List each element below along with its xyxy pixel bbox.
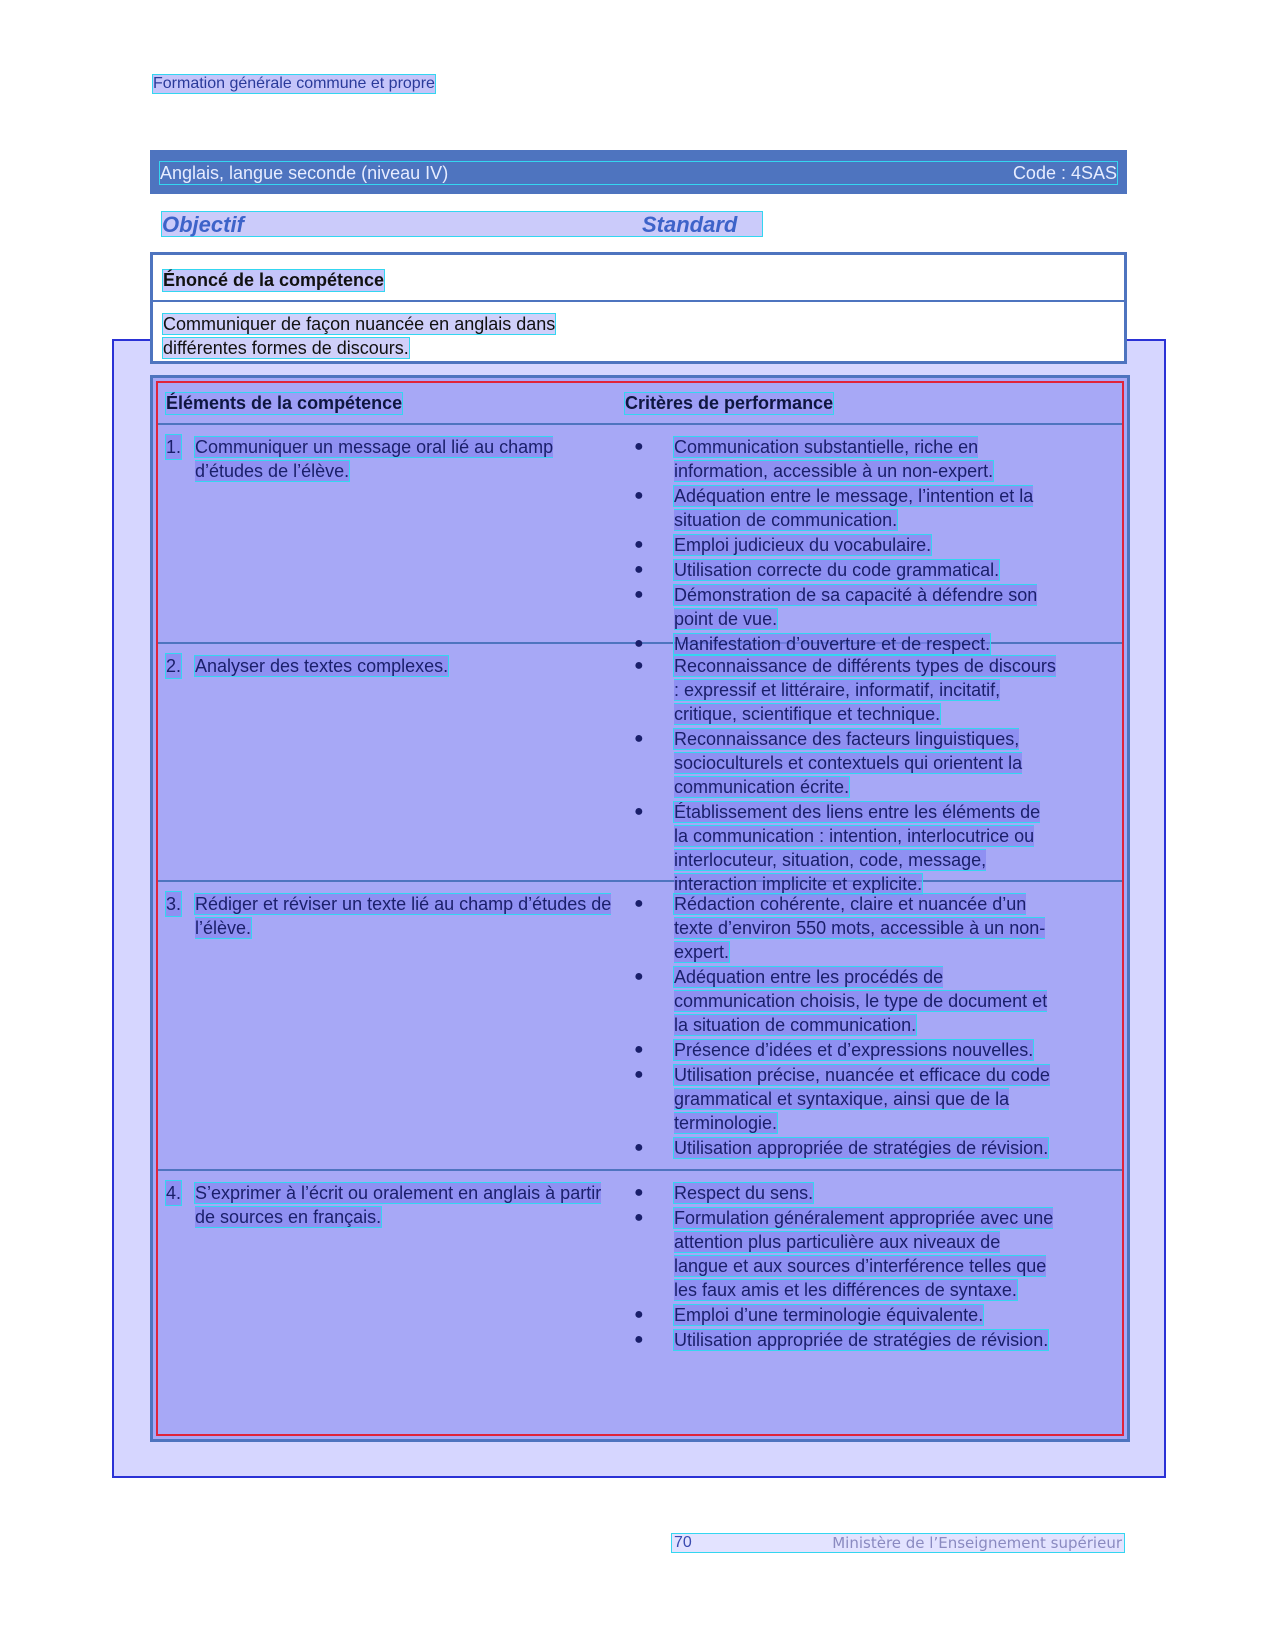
competence-element: 1. Communiquer un message oral lié au champ d’études de l’élève. <box>166 437 554 481</box>
list-item: ● Utilisation appropriée de stratégies de révision. <box>634 1330 1049 1350</box>
list-item: ● Emploi d’une terminologie équivalente. <box>634 1305 984 1325</box>
course-title-bar <box>150 150 1127 194</box>
column-header-criteria: Critères de performance <box>625 393 834 413</box>
competence-statement-box <box>150 252 1127 364</box>
competence-element: 4. S’exprimer à l’écrit ou oralement en anglais à partir de sources en français. <box>166 1183 602 1227</box>
competence-element: 3. Rédiger et réviser un texte lié au champ d’études de l’élève. <box>166 894 612 938</box>
column-header-elements: Éléments de la compétence <box>166 393 403 413</box>
page-number: 70 <box>674 1534 692 1551</box>
standard-heading: Standard <box>642 212 738 237</box>
objective-heading: Objectif <box>162 212 244 237</box>
running-header: Formation générale commune et propre <box>153 75 435 92</box>
criteria-list <box>628 435 1056 657</box>
list-item: ● Emploi judicieux du vocabulaire. <box>634 535 932 555</box>
course-code: Code : 4SAS <box>1012 162 1117 183</box>
list-item: ● Respect du sens. <box>634 1183 814 1203</box>
list-item: ● Établissement des liens entre les éléments de la communication : intention, interlocutrice ou interlocuteur, situation, code, message, interaction implicite et explicite. <box>634 802 1041 894</box>
table-header-row <box>158 383 1122 425</box>
list-item: ● Adéquation entre les procédés de communication choisis, le type de document et la situation de communication. <box>634 967 1048 1035</box>
competence-table <box>150 375 1130 1442</box>
list-item: ● Formulation généralement appropriée avec une attention plus particulière aux niveaux de langue et aux sources d’interférence telles que les faux amis et les différences de syntaxe. <box>634 1208 1054 1300</box>
list-item: ● Manifestation d’ouverture et de respect. <box>634 634 991 654</box>
list-item: ● Rédaction cohérente, claire et nuancée d’un texte d’environ 550 mots, accessible à un non-expert. <box>634 894 1046 962</box>
list-item: ● Communication substantielle, riche en information, accessible à un non-expert. <box>634 437 994 481</box>
section-headings <box>162 212 762 236</box>
table-row <box>158 1171 1122 1426</box>
table-row <box>158 425 1122 654</box>
list-item: ● Utilisation précise, nuancée et efficace du code grammatical et syntaxique, ainsi que de la terminologie. <box>634 1065 1050 1133</box>
competence-statement-label: Énoncé de la compétence <box>163 270 385 290</box>
table-row <box>158 882 1122 1171</box>
list-item: ● Reconnaissance des facteurs linguistiques, socioculturels et contextuels qui orientent la communication écrite. <box>634 729 1023 797</box>
criteria-list <box>628 892 1056 1161</box>
table-row <box>158 644 1122 894</box>
course-title: Anglais, langue seconde (niveau IV) <box>160 162 449 183</box>
list-item: ● Utilisation appropriée de stratégies de révision. <box>634 1138 1049 1158</box>
criteria-list <box>628 654 1056 897</box>
page-footer <box>672 1534 1124 1552</box>
list-item: ● Présence d’idées et d’expressions nouvelles. <box>634 1040 1034 1060</box>
competence-element: 2. Analyser des textes complexes. <box>166 656 449 676</box>
list-item: ● Démonstration de sa capacité à défendre son point de vue. <box>634 585 1038 629</box>
footer-ministry: Ministère de l’Enseignement supérieur <box>832 1534 1122 1552</box>
list-item: ● Reconnaissance de différents types de discours : expressif et littéraire, informatif, incitatif, critique, scientifique et technique. <box>634 656 1056 724</box>
criteria-list <box>628 1181 1056 1353</box>
list-item: ● Utilisation correcte du code grammatical. <box>634 560 1000 580</box>
competence-statement: Communiquer de façon nuancée en anglais dans différentes formes de discours. <box>163 314 556 358</box>
list-item: ● Adéquation entre le message, l’intention et la situation de communication. <box>634 486 1034 530</box>
